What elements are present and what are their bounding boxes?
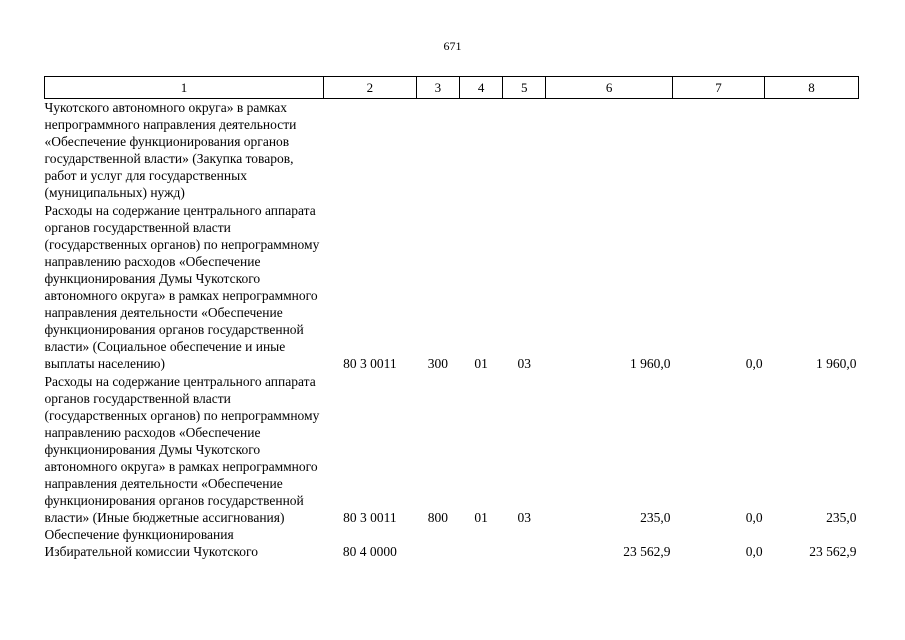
amount-col7 xyxy=(672,99,764,202)
row-description: Расходы на содержание центрального аппарата органов государственной власти (государственных органов) по непрограммному направлению расходов «Обеспечение функционирования Думы Чукотского автономного округа» в рамках непрограммного направления деятельности «Обеспечение функционирования органов государственной власти» (Социальное обеспечение и иные выплаты населению) xyxy=(44,202,320,372)
amount-col8 xyxy=(765,99,859,202)
table-row xyxy=(45,373,859,527)
row-description: Чукотского автономного округа» в рамках непрограммного направления деятельности «Обеспечение функционирования органов государственной власти» (Закупка товаров, работ и услуг для государственных (муниципальных) нужд) xyxy=(44,100,297,201)
column-header: 8 xyxy=(765,77,859,99)
target-article-code xyxy=(324,99,417,202)
amount-col7: 0,0 xyxy=(745,544,763,560)
column-header: 6 xyxy=(546,77,673,99)
table-body xyxy=(45,99,859,561)
expense-type-code xyxy=(416,526,459,560)
amount-col6 xyxy=(546,99,673,202)
column-header: 7 xyxy=(672,77,764,99)
page-number: 671 xyxy=(443,39,462,53)
amount-col7: 0,0 xyxy=(745,356,763,372)
amount-col7: 0,0 xyxy=(745,510,763,526)
subsection-code xyxy=(503,99,546,202)
amount-col8: 23 562,9 xyxy=(809,544,857,560)
column-header: 3 xyxy=(416,77,459,99)
amount-col8: 235,0 xyxy=(826,510,857,526)
target-article-code: 80 3 0011 xyxy=(343,356,397,372)
table-row xyxy=(45,99,859,202)
expense-type-code: 300 xyxy=(427,356,449,372)
header-row xyxy=(45,77,859,99)
column-header: 5 xyxy=(503,77,546,99)
target-article-code: 80 3 0011 xyxy=(343,510,397,526)
subsection-code xyxy=(503,526,546,560)
section-code: 01 xyxy=(474,510,488,526)
amount-col8: 1 960,0 xyxy=(816,356,857,372)
row-description: Расходы на содержание центрального аппарата органов государственной власти (государственных органов) по непрограммному направлению расходов «Обеспечение функционирования Думы Чукотского автономного округа» в рамках непрограммного направления деятельности «Обеспечение функционирования органов государственной власти» (Иные бюджетные ассигнования) xyxy=(44,373,320,526)
table-row xyxy=(45,526,859,560)
budget-table xyxy=(44,76,859,561)
amount-col6: 23 562,9 xyxy=(623,544,671,560)
table-header xyxy=(45,77,859,99)
target-article-code: 80 4 0000 xyxy=(342,544,397,560)
section-code: 01 xyxy=(474,356,488,372)
amount-col6: 235,0 xyxy=(640,510,671,526)
subsection-code: 03 xyxy=(517,510,531,526)
section-code xyxy=(460,99,503,202)
amount-col6: 1 960,0 xyxy=(629,356,671,372)
column-header: 4 xyxy=(460,77,503,99)
section-code xyxy=(460,526,503,560)
row-description: Обеспечение функционирования Избирательной комиссии Чукотского xyxy=(44,527,258,560)
column-header: 2 xyxy=(324,77,417,99)
expense-type-code xyxy=(416,99,459,202)
expense-type-code: 800 xyxy=(427,510,449,526)
column-header: 1 xyxy=(45,77,324,99)
table-row xyxy=(45,202,859,373)
subsection-code: 03 xyxy=(517,356,531,372)
